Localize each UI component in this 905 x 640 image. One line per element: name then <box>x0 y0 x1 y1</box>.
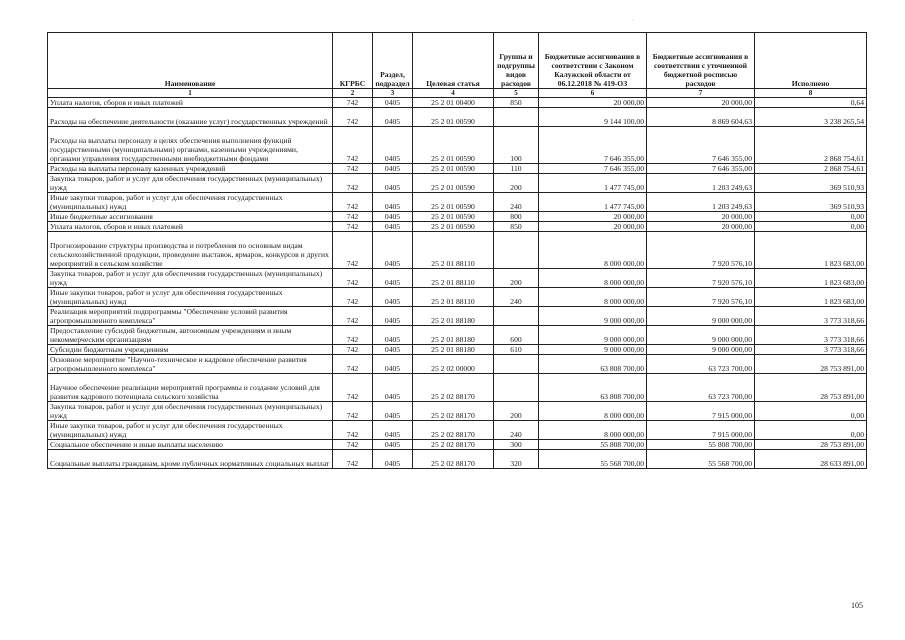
col-number: 6 <box>539 89 647 98</box>
row-law-amount-cell: 7 646 355,00 <box>539 127 647 164</box>
table-row <box>48 222 867 232</box>
row-group-cell: 300 <box>494 440 539 450</box>
row-section-cell: 0405 <box>373 164 413 174</box>
row-executed-amount-cell: 28 633 891,00 <box>755 450 867 469</box>
col-number: 5 <box>494 89 539 98</box>
row-executed-amount-cell: 0,00 <box>755 421 867 440</box>
row-target-cell: 25 2 01 00590 <box>413 193 494 212</box>
col-number: 7 <box>647 89 755 98</box>
row-law-amount-cell: 8 000 000,00 <box>539 421 647 440</box>
row-law-amount-cell: 63 808 700,00 <box>539 355 647 374</box>
row-target-cell: 25 2 01 00590 <box>413 222 494 232</box>
row-kgrbs-cell: 742 <box>333 108 373 127</box>
row-target-cell: 25 2 01 00590 <box>413 108 494 127</box>
row-group-cell <box>494 307 539 326</box>
table-row <box>48 307 867 326</box>
row-executed-amount-cell: 1 823 683,00 <box>755 232 867 269</box>
col-number: 3 <box>373 89 413 98</box>
row-target-cell: 25 2 01 88110 <box>413 232 494 269</box>
table-row <box>48 127 867 164</box>
row-target-cell: 25 2 02 88170 <box>413 421 494 440</box>
row-name-cell: Расходы на выплаты персоналу казенных учреждений <box>48 164 333 174</box>
row-kgrbs-cell: 742 <box>333 345 373 355</box>
column-number-row <box>48 89 867 98</box>
row-group-cell: 600 <box>494 326 539 345</box>
row-refined-amount-cell: 7 920 576,10 <box>647 288 755 307</box>
row-executed-amount-cell: 1 823 683,00 <box>755 269 867 288</box>
row-section-cell: 0405 <box>373 326 413 345</box>
row-target-cell: 25 2 01 88180 <box>413 326 494 345</box>
table-row <box>48 355 867 374</box>
row-law-amount-cell: 9 000 000,00 <box>539 326 647 345</box>
row-refined-amount-cell: 20 000,00 <box>647 212 755 222</box>
row-kgrbs-cell: 742 <box>333 174 373 193</box>
row-group-cell <box>494 355 539 374</box>
budget-table <box>47 32 867 469</box>
row-kgrbs-cell: 742 <box>333 440 373 450</box>
row-name-cell: Иные закупки товаров, работ и услуг для обеспечения государственных (муниципальных) нужд <box>48 193 333 212</box>
row-kgrbs-cell: 742 <box>333 269 373 288</box>
row-section-cell: 0405 <box>373 174 413 193</box>
row-law-amount-cell: 9 144 100,00 <box>539 108 647 127</box>
table-row <box>48 164 867 174</box>
row-group-cell: 850 <box>494 222 539 232</box>
row-refined-amount-cell: 7 920 576,10 <box>647 232 755 269</box>
row-target-cell: 25 2 01 00590 <box>413 212 494 222</box>
row-name-cell: Уплата налогов, сборов и иных платежей <box>48 98 333 108</box>
row-group-cell: 800 <box>494 212 539 222</box>
row-refined-amount-cell: 20 000,00 <box>647 222 755 232</box>
table-row <box>48 440 867 450</box>
row-name-cell: Уплата налогов, сборов и иных платежей <box>48 222 333 232</box>
row-law-amount-cell: 8 000 000,00 <box>539 269 647 288</box>
col-number: 2 <box>333 89 373 98</box>
row-section-cell: 0405 <box>373 450 413 469</box>
table-row <box>48 450 867 469</box>
row-name-cell: Прогнозирование структуры производства и потребления по основным видам сельскохозяйственной продукции, проведение выставок, ярмарок, конкурсов и других мероприятий в сельском хозяйстве <box>48 232 333 269</box>
row-name-cell: Иные закупки товаров, работ и услуг для обеспечения государственных (муниципальных) нужд <box>48 421 333 440</box>
table-row <box>48 193 867 212</box>
row-executed-amount-cell: 3 773 318,66 <box>755 307 867 326</box>
table-row <box>48 326 867 345</box>
col-number: 1 <box>48 89 333 98</box>
row-group-cell: 240 <box>494 193 539 212</box>
row-kgrbs-cell: 742 <box>333 421 373 440</box>
row-name-cell: Социальные выплаты гражданам, кроме публичных нормативных социальных выплат <box>48 450 333 469</box>
row-executed-amount-cell: 369 510,93 <box>755 174 867 193</box>
row-target-cell: 25 2 02 88170 <box>413 374 494 402</box>
row-name-cell: Закупка товаров, работ и услуг для обеспечения государственных (муниципальных) нужд <box>48 402 333 421</box>
table-row <box>48 374 867 402</box>
row-refined-amount-cell: 63 723 700,00 <box>647 355 755 374</box>
row-section-cell: 0405 <box>373 193 413 212</box>
row-executed-amount-cell: 0,64 <box>755 98 867 108</box>
row-target-cell: 25 2 01 00590 <box>413 174 494 193</box>
col-header-law: Бюджетные ассигнования в соответствии с Законом Калужской области от 06.12.2018 № 419-ОЗ <box>539 33 647 89</box>
row-kgrbs-cell: 742 <box>333 127 373 164</box>
row-kgrbs-cell: 742 <box>333 374 373 402</box>
row-law-amount-cell: 7 646 355,00 <box>539 164 647 174</box>
row-name-cell: Предоставление субсидий бюджетным, автономным учреждениям и иным некоммерческим организациям <box>48 326 333 345</box>
row-kgrbs-cell: 742 <box>333 164 373 174</box>
row-name-cell: Закупка товаров, работ и услуг для обеспечения государственных (муниципальных) нужд <box>48 174 333 193</box>
row-refined-amount-cell: 20 000,00 <box>647 98 755 108</box>
row-kgrbs-cell: 742 <box>333 212 373 222</box>
col-header-refined: Бюджетные ассигнования в соответствии с уточненной бюджетной росписью расходов <box>647 33 755 89</box>
row-refined-amount-cell: 7 915 000,00 <box>647 421 755 440</box>
row-executed-amount-cell: 28 753 891,00 <box>755 355 867 374</box>
row-executed-amount-cell: 3 238 265,54 <box>755 108 867 127</box>
table-row <box>48 108 867 127</box>
row-executed-amount-cell: 1 823 683,00 <box>755 288 867 307</box>
row-refined-amount-cell: 7 915 000,00 <box>647 402 755 421</box>
row-law-amount-cell: 20 000,00 <box>539 222 647 232</box>
row-executed-amount-cell: 3 773 318,66 <box>755 345 867 355</box>
row-target-cell: 25 2 01 88180 <box>413 307 494 326</box>
row-kgrbs-cell: 742 <box>333 232 373 269</box>
row-law-amount-cell: 8 000 000,00 <box>539 402 647 421</box>
row-refined-amount-cell: 8 869 604,63 <box>647 108 755 127</box>
row-target-cell: 25 2 01 88110 <box>413 288 494 307</box>
row-law-amount-cell: 9 000 000,00 <box>539 307 647 326</box>
row-section-cell: 0405 <box>373 98 413 108</box>
row-section-cell: 0405 <box>373 269 413 288</box>
row-name-cell: Реализация мероприятий подпрограммы "Обеспечение условий развития агропромышленного комплекса" <box>48 307 333 326</box>
row-section-cell: 0405 <box>373 212 413 222</box>
row-refined-amount-cell: 7 920 576,10 <box>647 269 755 288</box>
scan-mark: · <box>632 18 634 24</box>
row-group-cell: 850 <box>494 98 539 108</box>
row-refined-amount-cell: 55 808 700,00 <box>647 440 755 450</box>
row-executed-amount-cell: 3 773 318,66 <box>755 326 867 345</box>
table-row <box>48 421 867 440</box>
row-executed-amount-cell: 2 868 754,61 <box>755 164 867 174</box>
row-name-cell: Научное обеспечение реализации мероприятий программы и создание условий для развития кадрового потенциала сельского хозяйства <box>48 374 333 402</box>
budget-document <box>47 32 866 469</box>
page-number: 105 <box>851 601 863 610</box>
row-group-cell <box>494 374 539 402</box>
col-header-kgrbs: КГРБС <box>333 33 373 89</box>
row-kgrbs-cell: 742 <box>333 193 373 212</box>
row-executed-amount-cell: 0,00 <box>755 212 867 222</box>
row-section-cell: 0405 <box>373 374 413 402</box>
row-kgrbs-cell: 742 <box>333 98 373 108</box>
row-refined-amount-cell: 9 000 000,00 <box>647 307 755 326</box>
table-row <box>48 345 867 355</box>
table-row <box>48 232 867 269</box>
row-refined-amount-cell: 1 203 249,63 <box>647 174 755 193</box>
row-law-amount-cell: 1 477 745,00 <box>539 174 647 193</box>
row-executed-amount-cell: 369 510,93 <box>755 193 867 212</box>
row-section-cell: 0405 <box>373 288 413 307</box>
col-header-executed: Исполнено <box>755 33 867 89</box>
table-row <box>48 402 867 421</box>
row-refined-amount-cell: 7 646 355,00 <box>647 127 755 164</box>
row-law-amount-cell: 63 808 700,00 <box>539 374 647 402</box>
row-target-cell: 25 2 01 88110 <box>413 269 494 288</box>
row-group-cell: 610 <box>494 345 539 355</box>
row-target-cell: 25 2 01 00590 <box>413 127 494 164</box>
row-group-cell <box>494 108 539 127</box>
row-kgrbs-cell: 742 <box>333 355 373 374</box>
row-kgrbs-cell: 742 <box>333 326 373 345</box>
row-law-amount-cell: 9 000 000,00 <box>539 345 647 355</box>
row-target-cell: 25 2 02 88170 <box>413 450 494 469</box>
row-name-cell: Субсидии бюджетным учреждениям <box>48 345 333 355</box>
row-section-cell: 0405 <box>373 307 413 326</box>
row-name-cell: Социальное обеспечение и иные выплаты населению <box>48 440 333 450</box>
row-executed-amount-cell: 2 868 754,61 <box>755 127 867 164</box>
row-target-cell: 25 2 02 00000 <box>413 355 494 374</box>
row-name-cell: Основное мероприятие "Научно-техническое и кадровое обеспечение развития агропромышленного комплекса" <box>48 355 333 374</box>
row-name-cell: Расходы на выплаты персоналу в целях обеспечения выполнения функций государственными (муниципальными) органами, казенными учреждениями, органами управления государственными внебюджетными фондами <box>48 127 333 164</box>
col-header-section: Раздел, подраздел <box>373 33 413 89</box>
row-group-cell <box>494 232 539 269</box>
row-kgrbs-cell: 742 <box>333 307 373 326</box>
row-law-amount-cell: 8 000 000,00 <box>539 288 647 307</box>
row-refined-amount-cell: 1 203 249,63 <box>647 193 755 212</box>
row-group-cell: 200 <box>494 402 539 421</box>
row-section-cell: 0405 <box>373 440 413 450</box>
row-section-cell: 0405 <box>373 355 413 374</box>
table-row <box>48 269 867 288</box>
row-refined-amount-cell: 9 000 000,00 <box>647 345 755 355</box>
row-section-cell: 0405 <box>373 108 413 127</box>
row-name-cell: Закупка товаров, работ и услуг для обеспечения государственных (муниципальных) нужд <box>48 269 333 288</box>
row-group-cell: 200 <box>494 174 539 193</box>
row-law-amount-cell: 20 000,00 <box>539 212 647 222</box>
row-executed-amount-cell: 0,00 <box>755 222 867 232</box>
table-row <box>48 212 867 222</box>
row-law-amount-cell: 55 568 700,00 <box>539 450 647 469</box>
row-group-cell: 240 <box>494 421 539 440</box>
col-number: 8 <box>755 89 867 98</box>
row-group-cell: 240 <box>494 288 539 307</box>
row-refined-amount-cell: 7 646 355,00 <box>647 164 755 174</box>
col-header-name: Наименование <box>48 33 333 89</box>
row-executed-amount-cell: 28 753 891,00 <box>755 440 867 450</box>
row-refined-amount-cell: 55 568 700,00 <box>647 450 755 469</box>
row-target-cell: 25 2 02 88170 <box>413 440 494 450</box>
row-target-cell: 25 2 01 88180 <box>413 345 494 355</box>
row-executed-amount-cell: 28 753 891,00 <box>755 374 867 402</box>
row-kgrbs-cell: 742 <box>333 402 373 421</box>
row-group-cell: 100 <box>494 127 539 164</box>
row-section-cell: 0405 <box>373 232 413 269</box>
row-group-cell: 200 <box>494 269 539 288</box>
table-row <box>48 174 867 193</box>
row-target-cell: 25 2 01 00590 <box>413 164 494 174</box>
row-name-cell: Иные закупки товаров, работ и услуг для обеспечения государственных (муниципальных) нужд <box>48 288 333 307</box>
col-number: 4 <box>413 89 494 98</box>
table-row <box>48 98 867 108</box>
row-law-amount-cell: 20 000,00 <box>539 98 647 108</box>
row-section-cell: 0405 <box>373 421 413 440</box>
row-law-amount-cell: 8 000 000,00 <box>539 232 647 269</box>
col-header-target: Целевая статья <box>413 33 494 89</box>
table-row <box>48 288 867 307</box>
row-executed-amount-cell: 0,00 <box>755 402 867 421</box>
row-group-cell: 320 <box>494 450 539 469</box>
col-header-groups: Группы и подгруппы видов расходов <box>494 33 539 89</box>
row-target-cell: 25 2 01 00400 <box>413 98 494 108</box>
header-row <box>48 33 867 89</box>
row-target-cell: 25 2 02 88170 <box>413 402 494 421</box>
row-kgrbs-cell: 742 <box>333 222 373 232</box>
row-name-cell: Иные бюджетные ассигнования <box>48 212 333 222</box>
row-law-amount-cell: 55 808 700,00 <box>539 440 647 450</box>
row-group-cell: 110 <box>494 164 539 174</box>
row-section-cell: 0405 <box>373 345 413 355</box>
row-section-cell: 0405 <box>373 127 413 164</box>
row-section-cell: 0405 <box>373 222 413 232</box>
row-refined-amount-cell: 63 723 700,00 <box>647 374 755 402</box>
row-law-amount-cell: 1 477 745,00 <box>539 193 647 212</box>
row-section-cell: 0405 <box>373 402 413 421</box>
row-name-cell: Расходы на обеспечение деятельности (оказание услуг) государственных учреждений <box>48 108 333 127</box>
row-kgrbs-cell: 742 <box>333 450 373 469</box>
row-kgrbs-cell: 742 <box>333 288 373 307</box>
row-refined-amount-cell: 9 000 000,00 <box>647 326 755 345</box>
